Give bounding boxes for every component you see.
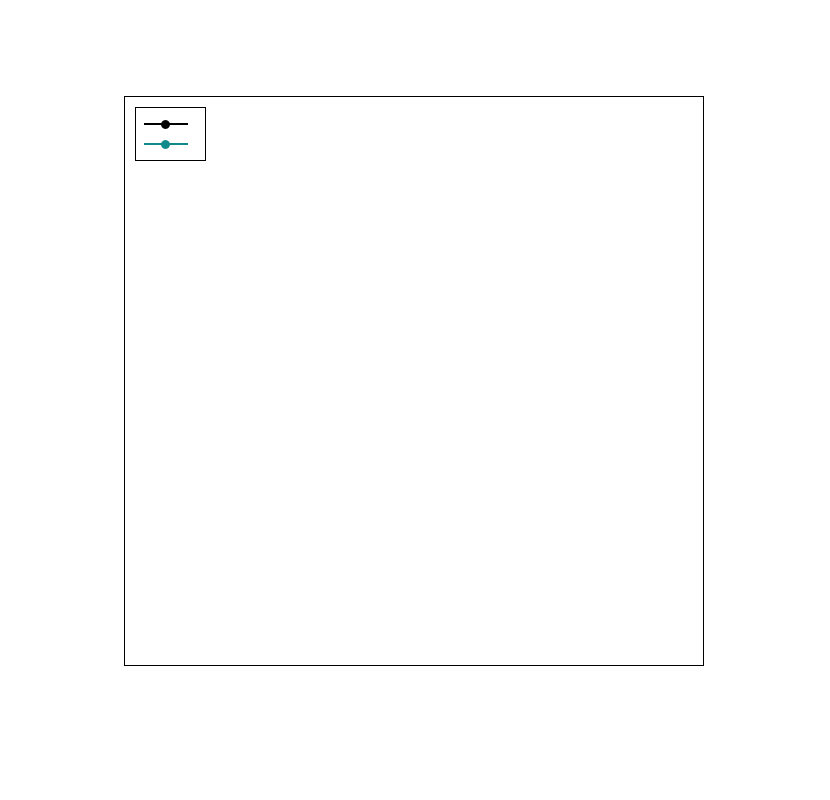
legend-symbol-totalspread [144, 137, 188, 151]
legend-symbol-rmse [144, 117, 188, 131]
legend-item [144, 134, 195, 154]
series-lines [125, 97, 703, 665]
legend-item [144, 114, 195, 134]
plot-area [124, 96, 704, 666]
legend [135, 107, 206, 161]
